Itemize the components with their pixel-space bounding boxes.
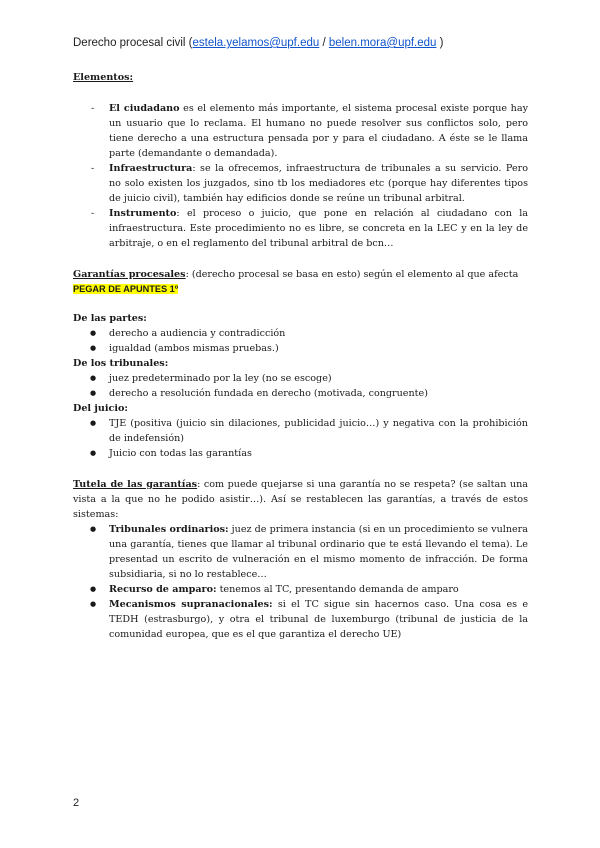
header-title: Derecho procesal civil ( [73,37,193,49]
partes-heading: De las partes: [73,313,147,324]
tutela-heading: Tutela de las garantías [73,479,198,490]
list-item: ● Juicio con todas las garantías [73,446,528,461]
list-item: ● Tribunales ordinarios: juez de primera instancia (si en un procedimiento se vulnera una garantía, tienes que llamar al tribunal ordinario que te está llevando el tema). Le presentad un escrito de vulneración en el mismo momento de infracción. De forma subsidiaria, si no lo restablece… [73,522,528,582]
document-body [73,70,528,642]
garantias-paragraph: Garantías procesales: (derecho procesal se basa en esto) según el elemento al que afecta PEGAR DE APUNTES 1º [73,269,519,294]
juicio-heading: Del juicio: [73,403,128,414]
garantias-heading: Garantías procesales [73,269,186,280]
juicio-list [73,416,528,461]
tutela-list [73,522,528,642]
list-item: ● TJE (positiva (juicio sin dilaciones, publicidad juicio…) y negativa con la prohibición de indefensión) [73,416,528,446]
email-link-belen[interactable]: belen.mora@upf.edu [328,37,437,49]
list-item: - Instrumento: el proceso o juicio, que pone en relación al ciudadano con la infraestructura. Este procedimiento no es libre, se concreta en la LEC y en la ley de arbitraje, o en el reglamento del tribunal arbitral de bcn… [73,206,528,251]
list-item: - Infraestructura: se la ofrecemos, infraestructura de tribunales a su servicio. Pero no solo existen los juzgados, sino tb los mediadores etc (porque hay diferentes tipos de juicio civil), también hay edificios donde se reúne un tribunal arbitral. [73,161,528,206]
elementos-list [73,101,528,251]
tribunales-list [73,371,528,401]
page-number: 2 [73,797,80,809]
partes-list [73,326,528,356]
header-suffix: ) [436,37,444,49]
header-separator: / [319,37,329,49]
list-item: ● derecho a resolución fundada en derecho (motivada, congruente) [73,386,528,401]
tutela-paragraph: Tutela de las garantías: com puede quejarse si una garantía no se respeta? (se saltan una vista a la que no he podido asistir…). Así se restablecen las garantías, a través de estos sistemas: [73,479,528,520]
email-link-estela[interactable]: estela.yelamos@upf.edu [192,37,320,49]
list-item: - El ciudadano es el elemento más importante, el sistema procesal existe porque hay un usuario que lo reclama. El humano no puede resolver sus conflictos solo, pero tiene derecho a una estructura pensada por y para el ciudadano. A éste se le llama parte (demandante o demandada). [73,101,528,161]
list-item: ● Recurso de amparo: tenemos al TC, presentando demanda de amparo [73,582,528,597]
list-item: ● Mecanismos supranacionales: si el TC sigue sin hacernos caso. Una cosa es e TEDH (estrasburgo), y otra el tribunal de luxemburgo (tribunal de justicia de la comunidad europea, que es el que garantiza el derecho UE) [73,597,528,642]
highlight-note: PEGAR DE APUNTES 1º [73,284,179,294]
page-header [73,37,443,49]
list-item: ● igualdad (ambos mismas pruebas.) [73,341,528,356]
list-item: ● derecho a audiencia y contradicción [73,326,528,341]
tribunales-heading: De los tribunales: [73,358,169,369]
elementos-heading: Elementos: [73,72,134,83]
list-item: ● juez predeterminado por la ley (no se escoge) [73,371,528,386]
